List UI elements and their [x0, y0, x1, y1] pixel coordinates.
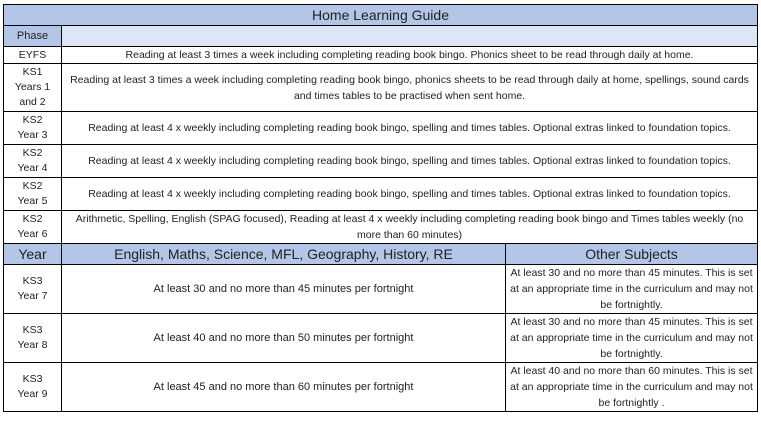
guidance-text: Arithmetic, Spelling, English (SPAG focused), Reading at least 4 x weekly including completing reading book bingo and Times tables weekly (no more than 60 minutes) [62, 211, 758, 244]
guidance-text: Reading at least 4 x weekly including completing reading book bingo, spelling and times tables. Optional extras linked to foundation topics. [62, 112, 758, 145]
phase-line: EYFS [18, 48, 47, 61]
table-row [4, 363, 758, 412]
phase-cell [4, 314, 62, 363]
guidance-text: Reading at least 4 x weekly including completing reading book bingo, spelling and times tables. Optional extras linked to foundation topics. [62, 145, 758, 178]
phase-line: Year 7 [17, 290, 48, 302]
phase-line: KS2 [22, 180, 43, 192]
table-row [4, 265, 758, 314]
table-row [4, 64, 758, 112]
phase-line: KS3 [22, 324, 43, 336]
guidance-text: Reading at least 3 times a week including completing reading book bingo. Phonics sheet to be read through daily at home. [62, 47, 758, 64]
phase-cell [4, 112, 62, 145]
table-row [4, 178, 758, 211]
phase-cell [4, 178, 62, 211]
guidance-text: Reading at least 3 times a week including completing reading book bingo, phonics sheets to be read through daily at home, spellings, sound cards and times tables to be practised when sent home. [62, 64, 758, 112]
phase-line: Years 1 [14, 81, 51, 93]
phase-line: and 2 [19, 96, 46, 108]
core-subjects-text: At least 30 and no more than 45 minutes per fortnight [62, 265, 506, 314]
table-title: Home Learning Guide [4, 5, 758, 26]
other-subjects-text: At least 40 and no more than 60 minutes. This is set at an appropriate time in the curriculum and may not be fortnightly . [506, 363, 758, 412]
phase-line: KS3 [22, 275, 43, 287]
phase-cell [4, 64, 62, 112]
home-learning-table [3, 4, 758, 412]
phase-line: KS2 [22, 147, 43, 159]
phase-line: KS2 [22, 114, 43, 126]
phase-line: Year 4 [17, 162, 48, 174]
phase-header: Phase [4, 26, 62, 47]
phase-cell [4, 145, 62, 178]
phase-line: Year 8 [17, 339, 48, 351]
core-subjects-text: At least 40 and no more than 50 minutes per fortnight [62, 314, 506, 363]
phase-line: Year 9 [17, 388, 48, 400]
table-row [4, 112, 758, 145]
secondary-header-row [4, 244, 758, 265]
other-subjects-text: At least 30 and no more than 45 minutes. This is set at an appropriate time in the curriculum and may not be fortnightly. [506, 314, 758, 363]
phase-cell [4, 363, 62, 412]
phase-cell [4, 265, 62, 314]
phase-line: Year 5 [17, 195, 48, 207]
core-subjects-text: At least 45 and no more than 60 minutes per fortnight [62, 363, 506, 412]
other-subjects-text: At least 30 and no more than 45 minutes. This is set at an appropriate time in the curriculum and may not be fortnightly. [506, 265, 758, 314]
phase-header-blank [62, 26, 758, 47]
phase-cell [4, 47, 62, 64]
phase-line: KS1 [22, 66, 43, 78]
phase-cell [4, 211, 62, 244]
core-subjects-header: English, Maths, Science, MFL, Geography, History, RE [62, 244, 506, 265]
table-row [4, 211, 758, 244]
table-row [4, 314, 758, 363]
guidance-text: Reading at least 4 x weekly including completing reading book bingo, spelling and times tables. Optional extras linked to foundation topics. [62, 178, 758, 211]
year-header: Year [4, 244, 62, 265]
phase-line: Year 3 [17, 129, 48, 141]
table-row [4, 47, 758, 64]
phase-line: KS2 [22, 213, 43, 225]
table-row [4, 145, 758, 178]
phase-line: KS3 [22, 373, 43, 385]
other-subjects-header: Other Subjects [506, 244, 758, 265]
phase-line: Year 6 [17, 228, 48, 240]
